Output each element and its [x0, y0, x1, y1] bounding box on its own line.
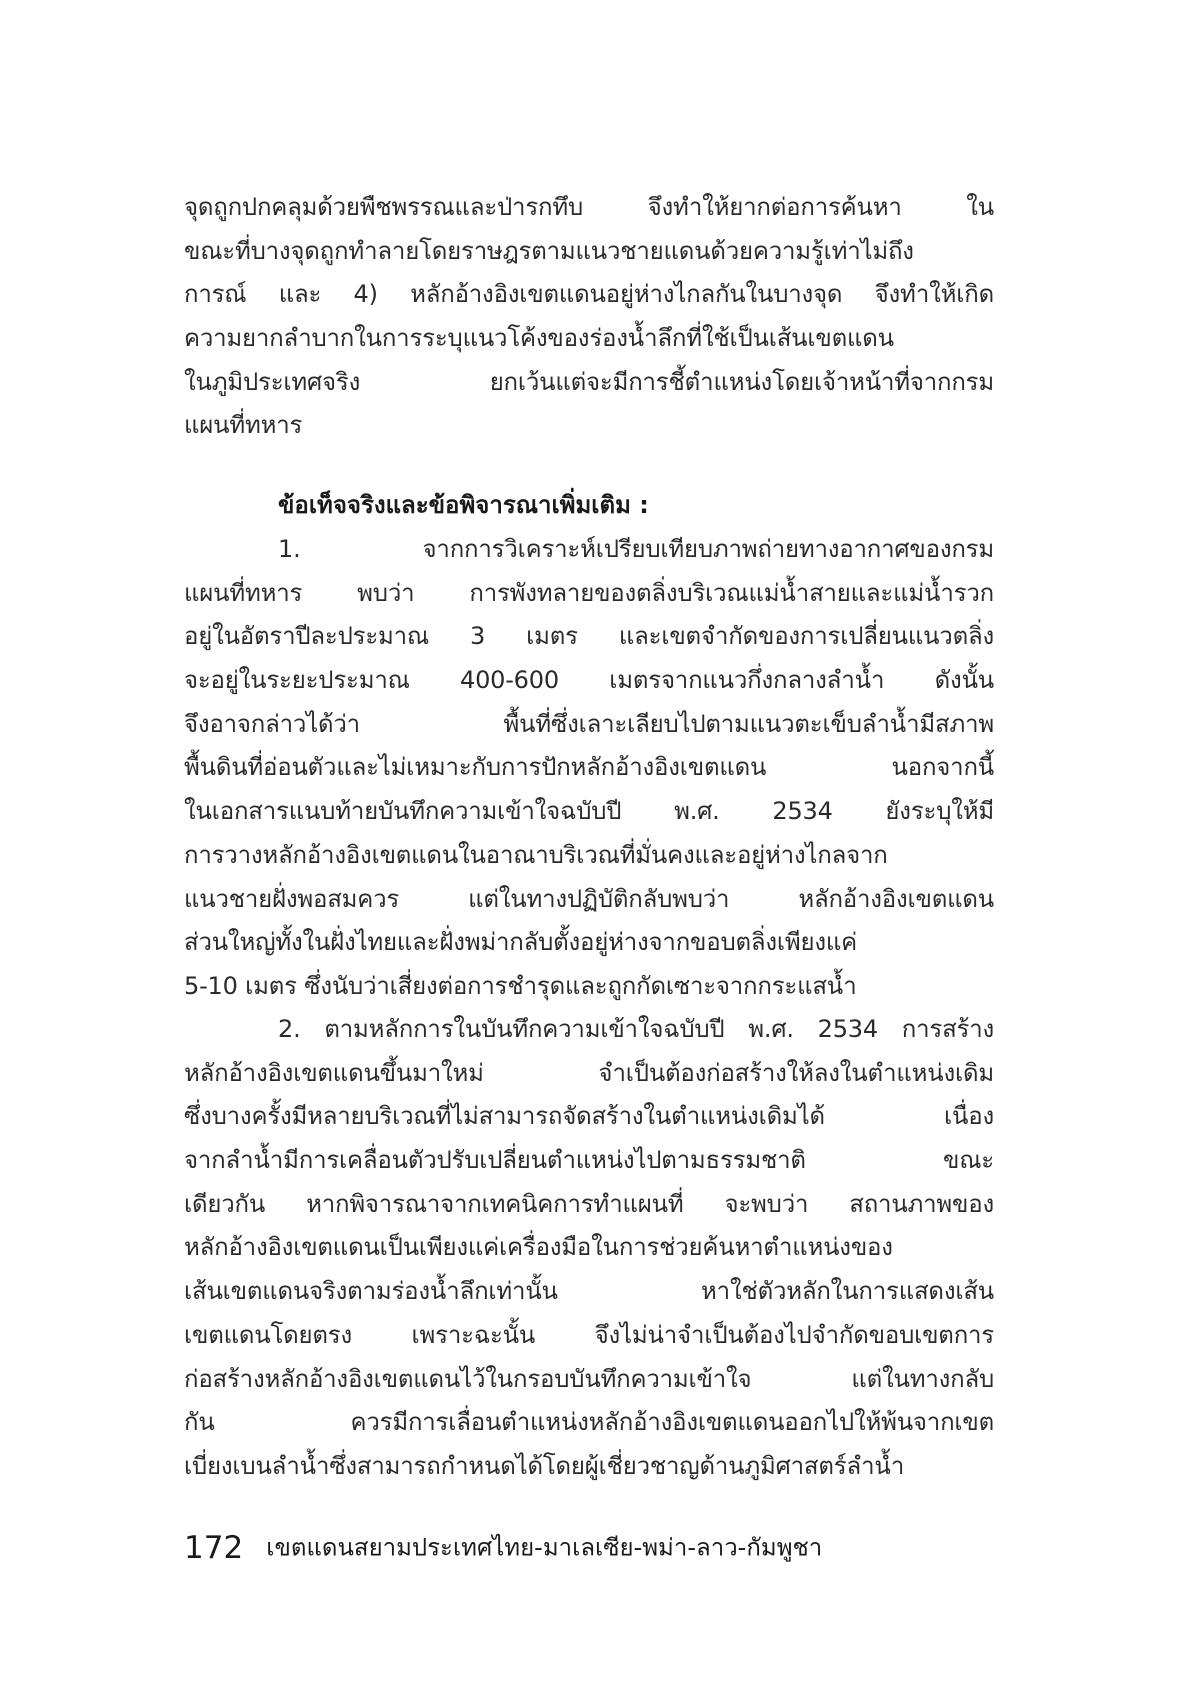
paragraph-point-2	[184, 1008, 994, 1489]
text-line: แผนที่ทหาร	[184, 411, 303, 440]
text-line: แนวชายฝั่งพอสมควร แต่ในทางปฏิบัติกลับพบว่า หลักอ้างอิงเขตแดน	[184, 884, 994, 913]
text-line: พื้นดินที่อ่อนตัวและไม่เหมาะกับการปักหลักอ้างอิงเขตแดน นอกจากนี้	[184, 753, 994, 782]
text-line: หลักอ้างอิงเขตแดนขึ้นมาใหม่ จำเป็นต้องก่อสร้างให้ลงในตำแหน่งเดิม	[184, 1058, 994, 1087]
text-line: หลักอ้างอิงเขตแดนเป็นเพียงแค่เครื่องมือในการช่วยค้นหาตำแหน่งของ	[184, 1233, 893, 1262]
text-line: เดียวกัน หากพิจารณาจากเทคนิคการทำแผนที่ จะพบว่า สถานภาพของ	[184, 1189, 994, 1218]
paragraph-point-1	[184, 528, 994, 1009]
text-line: เบี่ยงเบนลำน้ำซึ่งสามารถกำหนดได้โดยผู้เชี่ยวชาญด้านภูมิศาสตร์ลำน้ำ	[184, 1451, 905, 1480]
text-line: การณ์ และ 4) หลักอ้างอิงเขตแดนอยู่ห่างไกลกันในบางจุด จึงทำให้เกิด	[184, 280, 994, 309]
text-line: ขณะที่บางจุดถูกทำลายโดยราษฎรตามแนวชายแดนด้วยความรู้เท่าไม่ถึง	[184, 236, 914, 265]
text-line: เขตแดนโดยตรง เพราะฉะนั้น จึงไม่น่าจำเป็นต้องไปจำกัดขอบเขตการ	[184, 1320, 994, 1349]
text-line: กัน ควรมีการเลื่อนตำแหน่งหลักอ้างอิงเขตแดนออกไปให้พ้นจากเขต	[184, 1408, 994, 1437]
text-line: 2. ตามหลักการในบันทึกความเข้าใจฉบับปี พ.ศ. 2534 การสร้าง	[278, 1015, 994, 1043]
text-line: ส่วนใหญ่ทั้งในฝั่งไทยและฝั่งพม่ากลับตั้งอยู่ห่างจากขอบตลิ่งเพียงแค่	[184, 928, 858, 957]
page-footer	[184, 1527, 822, 1567]
text-line: การวางหลักอ้างอิงเขตแดนในอาณาบริเวณที่มั่นคงและอยู่ห่างไกลจาก	[184, 840, 888, 869]
text-line: ในเอกสารแนบท้ายบันทึกความเข้าใจฉบับปี พ.ศ. 2534 ยังระบุให้มี	[184, 797, 994, 826]
text-line: จึงอาจกล่าวได้ว่า พื้นที่ซึ่งเลาะเลียบไปตามแนวตะเข็บลำน้ำมีสภาพ	[184, 709, 994, 738]
text-line: อยู่ในอัตราปีละประมาณ 3 เมตร และเขตจำกัดของการเปลี่ยนแนวตลิ่ง	[184, 622, 994, 651]
page-number: 172	[184, 1529, 244, 1566]
text-line: แผนที่ทหาร พบว่า การพังทลายของตลิ่งบริเวณแม่น้ำสายและแม่น้ำรวก	[184, 578, 994, 607]
text-line: จากลำน้ำมีการเคลื่อนตัวปรับเปลี่ยนตำแหน่งไปตามธรรมชาติ ขณะ	[184, 1146, 994, 1175]
text-line: 5-10 เมตร ซึ่งนับว่าเสี่ยงต่อการชำรุดและถูกกัดเซาะจากกระแสน้ำ	[184, 971, 857, 1000]
text-line: ซึ่งบางครั้งมีหลายบริเวณที่ไม่สามารถจัดสร้างในตำแหน่งเดิมได้ เนื่อง	[184, 1102, 994, 1131]
text-line: ก่อสร้างหลักอ้างอิงเขตแดนไว้ในกรอบบันทึกความเข้าใจ แต่ในทางกลับ	[184, 1364, 994, 1393]
text-line: จุดถูกปกคลุมด้วยพืชพรรณและป่ารกทึบ จึงทำให้ยากต่อการค้นหา ใน	[184, 193, 994, 221]
section-heading: ข้อเท็จจริงและข้อพิจารณาเพิ่มเติม :	[278, 491, 649, 519]
intro-paragraph	[184, 186, 994, 448]
text-line: เส้นเขตแดนจริงตามร่องน้ำลึกเท่านั้น หาใช่ตัวหลักในการแสดงเส้น	[184, 1277, 994, 1306]
text-line: ความยากลำบากในการระบุแนวโค้งของร่องน้ำลึกที่ใช้เป็นเส้นเขตแดน	[184, 324, 894, 353]
running-title: เขตแดนสยามประเทศไทย-มาเลเซีย-พม่า-ลาว-กัมพูชา	[266, 1533, 823, 1562]
text-line: 1. จากการวิเคราะห์เปรียบเทียบภาพถ่ายทางอากาศของกรม	[278, 535, 994, 563]
text-line: ในภูมิประเทศจริง ยกเว้นแต่จะมีการชี้ตำแหน่งโดยเจ้าหน้าที่จากกรม	[184, 367, 994, 396]
text-line: จะอยู่ในระยะประมาณ 400-600 เมตรจากแนวกึ่งกลางลำน้ำ ดังนั้น	[184, 666, 994, 695]
